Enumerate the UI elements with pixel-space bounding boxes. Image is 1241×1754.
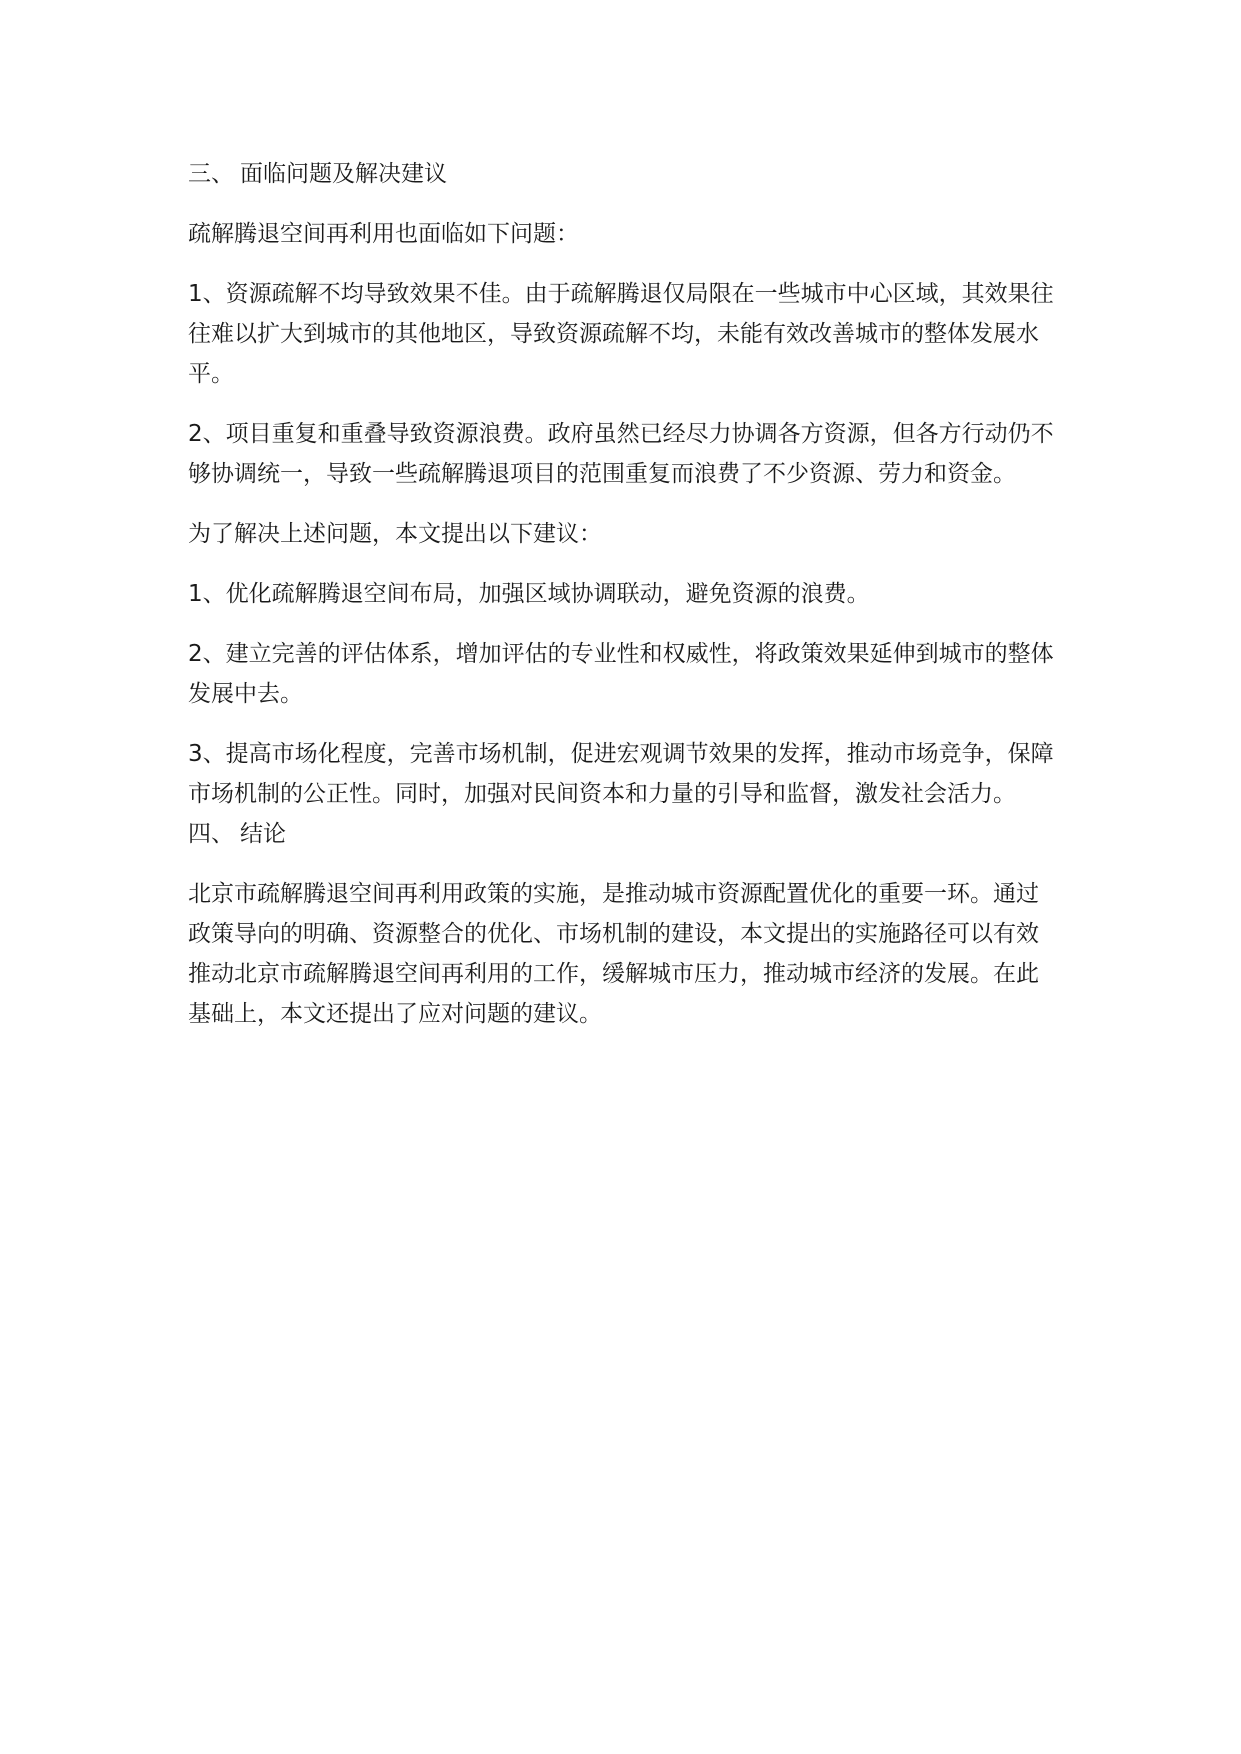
problems-intro: 疏解腾退空间再利用也面临如下问题： xyxy=(188,221,579,247)
document-body xyxy=(188,154,1058,1034)
suggestion-item-2: 2、建立完善的评估体系，增加评估的专业性和权威性，将政策效果延伸到城市的整体发展中去。 xyxy=(188,641,1054,707)
suggestion-item-1: 1、优化疏解腾退空间布局，加强区域协调联动，避免资源的浪费。 xyxy=(188,581,870,607)
suggestion-item-3: 3、提高市场化程度，完善市场机制，促进宏观调节效果的发挥，推动市场竞争，保障市场机制的公正性。同时，加强对民间资本和力量的引导和监督，激发社会活力。 xyxy=(188,741,1054,807)
section-4-title: 结论 xyxy=(240,821,286,847)
section-4-heading xyxy=(188,814,1058,854)
section-3-title: 面临问题及解决建议 xyxy=(240,161,447,187)
section-4-number: 四、 xyxy=(188,821,234,847)
section-3-number: 三、 xyxy=(188,161,234,187)
problem-item-1: 1、资源疏解不均导致效果不佳。由于疏解腾退仅局限在一些城市中心区域，其效果往往难以扩大到城市的其他地区，导致资源疏解不均，未能有效改善城市的整体发展水平。 xyxy=(188,281,1054,387)
conclusion-paragraph: 北京市疏解腾退空间再利用政策的实施，是推动城市资源配置优化的重要一环。通过政策导向的明确、资源整合的优化、市场机制的建设，本文提出的实施路径可以有效推动北京市疏解腾退空间再利用的工作，缓解城市压力，推动城市经济的发展。在此基础上，本文还提出了应对问题的建议。 xyxy=(188,881,1039,1027)
section-3-heading xyxy=(188,154,1058,194)
suggestions-intro: 为了解决上述问题，本文提出以下建议： xyxy=(188,521,602,547)
problem-item-2: 2、项目重复和重叠导致资源浪费。政府虽然已经尽力协调各方资源，但各方行动仍不够协调统一，导致一些疏解腾退项目的范围重复而浪费了不少资源、劳力和资金。 xyxy=(188,421,1054,487)
